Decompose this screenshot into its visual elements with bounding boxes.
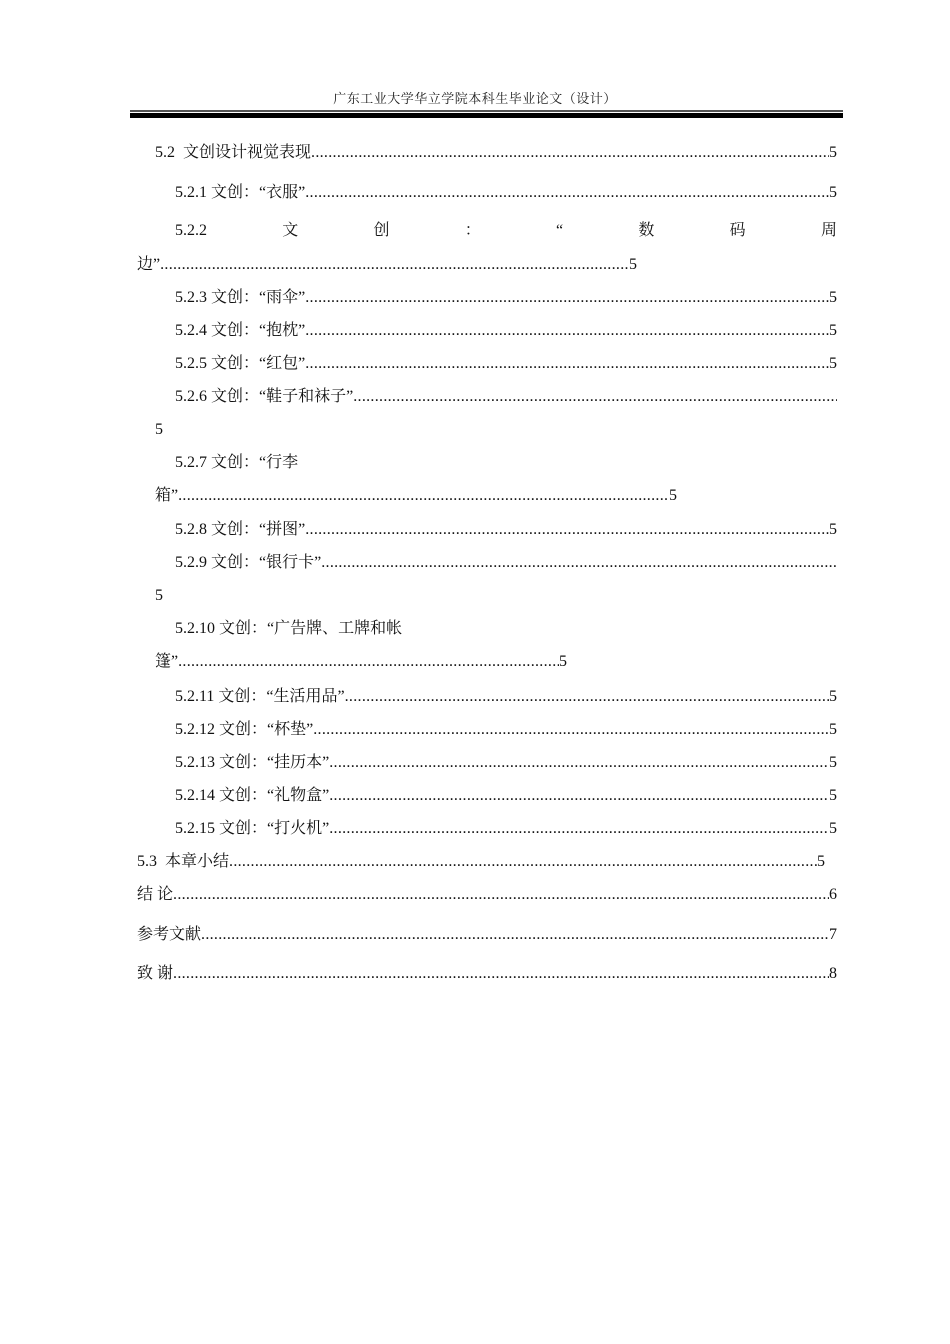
toc-entry-label: 5.2.15 文创：“打火机” <box>175 820 330 837</box>
toc-page-number: 5 <box>155 587 163 604</box>
toc-entry-label: 5.2.11 文创：“生活用品” <box>175 688 345 705</box>
dot-leader <box>353 386 837 408</box>
dot-leader <box>201 924 829 946</box>
toc-page-number: 5 <box>829 820 837 837</box>
toc-entry-label: 5.2.5 文创：“红包” <box>175 355 306 372</box>
dot-leader <box>313 719 829 741</box>
toc-entry-label: 5.2.3 文创：“雨伞” <box>175 289 306 306</box>
dot-leader <box>178 485 669 507</box>
toc-page-number: 7 <box>829 926 837 943</box>
toc-entry-label: 箱” <box>155 487 179 504</box>
toc-page-number: 5 <box>155 421 163 438</box>
dot-leader <box>311 142 829 164</box>
toc-entry-5-2-3[interactable] <box>175 287 837 309</box>
toc-entry-acknowledgements[interactable] <box>137 963 837 985</box>
toc-entry-label: 5.2.6 文创：“鞋子和袜子” <box>175 388 354 405</box>
header-rule-thin <box>130 110 843 112</box>
toc-entry-5-2-7[interactable]: 5.2.7 文创：“行李 <box>175 454 299 471</box>
toc-page-number: 5 <box>829 355 837 372</box>
toc-entry-label: 5.2.8 文创：“拼图” <box>175 521 306 538</box>
toc-entry-5-2-2[interactable] <box>175 220 837 242</box>
toc-entry-references[interactable] <box>137 924 837 946</box>
toc-entry-5-2-14[interactable] <box>175 785 837 807</box>
toc-entry-5-2-2-continuation[interactable] <box>137 254 637 276</box>
toc-entry-part: ： <box>464 222 481 239</box>
toc-entry-conclusion[interactable] <box>137 884 837 906</box>
toc-page-number: 5 <box>669 487 677 504</box>
toc-page-number: 5 <box>829 184 837 201</box>
toc-page-number: 5 <box>829 754 837 771</box>
toc-entry-label: 边” <box>137 256 161 273</box>
toc-entry-label: 结 论 <box>137 886 174 903</box>
toc-entry-5-2-7-continuation[interactable] <box>155 485 677 507</box>
toc-entry-5-2-15[interactable] <box>175 818 837 840</box>
dot-leader <box>173 884 829 906</box>
dot-leader <box>229 851 817 873</box>
toc-page-number: 5 <box>817 853 825 870</box>
toc-page-number: 5 <box>829 688 837 705</box>
toc-page-number: 5 <box>829 787 837 804</box>
toc-entry-label: 5.2.1 文创：“衣服” <box>175 184 306 201</box>
toc-entry-label: 5.2.4 文创：“抱枕” <box>175 322 306 339</box>
header-rule-thick <box>130 113 843 118</box>
dot-leader <box>345 686 829 708</box>
toc-entry-label: 5.2.13 文创：“挂历本” <box>175 754 330 771</box>
toc-entry-5-2[interactable] <box>155 142 837 164</box>
toc-entry-part: 5.2.2 <box>175 222 207 239</box>
dot-leader <box>305 287 829 309</box>
dot-leader <box>329 785 829 807</box>
toc-entry-label: 5.2.12 文创：“杯垫” <box>175 721 314 738</box>
toc-entry-5-2-9[interactable] <box>175 552 837 574</box>
toc-entry-part: 码 <box>729 222 746 239</box>
toc-entry-5-2-5[interactable] <box>175 353 837 375</box>
toc-page-number: 8 <box>829 965 837 982</box>
toc-entry-part: 数 <box>638 222 655 239</box>
toc-entry-5-2-4[interactable] <box>175 320 837 342</box>
toc-entry-part: 周 <box>820 222 837 239</box>
toc-entry-part: “ <box>556 222 564 239</box>
toc-entry-label: 5.2.9 文创：“银行卡” <box>175 554 322 571</box>
header-title: 广东工业大学华立学院本科生毕业论文（设计） <box>333 91 617 106</box>
dot-leader <box>305 519 829 541</box>
toc-entry-part: 文 <box>282 222 299 239</box>
toc-entry-label: 5.3 本章小结 <box>137 853 230 870</box>
toc-entry-5-2-13[interactable] <box>175 752 837 774</box>
toc-page-number: 5 <box>829 289 837 306</box>
toc-entry-label: 致 谢 <box>137 965 174 982</box>
toc-page-number: 5 <box>829 144 837 161</box>
toc-entry-5-2-12[interactable] <box>175 719 837 741</box>
toc-entry-part: 创 <box>373 222 390 239</box>
toc-page-number: 5 <box>829 322 837 339</box>
dot-leader <box>178 651 559 673</box>
toc-entry-5-2-1[interactable] <box>175 182 837 204</box>
toc-entry-label: 5.2 文创设计视觉表现 <box>155 144 312 161</box>
toc-entry-label: 篷” <box>155 653 179 670</box>
dot-leader <box>173 963 829 985</box>
toc-page-number: 6 <box>829 886 837 903</box>
dot-leader <box>160 254 629 276</box>
dot-leader <box>305 182 829 204</box>
dot-leader <box>305 320 829 342</box>
toc-entry-5-3[interactable] <box>137 851 825 873</box>
toc-entry-5-2-6[interactable] <box>175 386 837 408</box>
toc-entry-5-2-11[interactable] <box>175 686 837 708</box>
dot-leader <box>321 552 837 574</box>
toc-page-number: 5 <box>559 653 567 670</box>
toc-page-number: 5 <box>829 521 837 538</box>
toc-entry-5-2-10[interactable]: 5.2.10 文创：“广告牌、工牌和帐 <box>175 620 403 637</box>
toc-page-number: 5 <box>829 721 837 738</box>
toc-entry-5-2-10-continuation[interactable] <box>155 651 567 673</box>
dot-leader <box>305 353 829 375</box>
toc-page-number: 5 <box>629 256 637 273</box>
toc-entry-label: 参考文献 <box>137 926 202 943</box>
toc-entry-5-2-8[interactable] <box>175 519 837 541</box>
dot-leader <box>329 818 829 840</box>
dot-leader <box>329 752 829 774</box>
toc-entry-label: 5.2.14 文创：“礼物盒” <box>175 787 330 804</box>
